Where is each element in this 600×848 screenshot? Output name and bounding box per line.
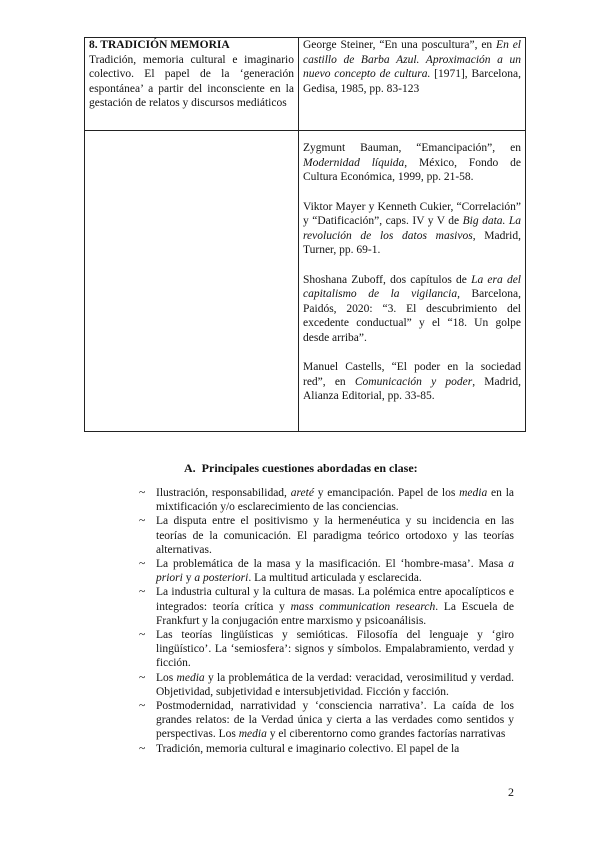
list-item <box>139 671 514 699</box>
table-row <box>85 38 526 131</box>
reference-cell <box>299 38 526 131</box>
reference-entry <box>303 200 521 258</box>
tilde-bullet-icon: ~ <box>139 586 146 599</box>
reference-text: , Madrid, Turner, pp. 69-1. <box>303 229 521 256</box>
italic-term: a priori <box>156 558 514 585</box>
reference-text: Viktor Mayer y Kenneth Cukier, “Correlación” y “Datificación”, caps. IV y V de <box>303 200 521 227</box>
list-item-text: y la problemática de la verdad: veracidad, verosimilitud y verdad. Objetividad, subjetividad e intersubjetividad. Ficción y facción. <box>156 671 515 698</box>
list-item-text: y <box>182 572 195 585</box>
page-number: 2 <box>508 785 514 799</box>
tilde-bullet-icon: ~ <box>139 515 146 528</box>
tilde-bullet-icon: ~ <box>139 742 146 755</box>
italic-term: media <box>238 728 267 741</box>
list-item-text: . La Escuela de Frankfurt y la conjugación entre marxismo y psicoanálisis. <box>156 600 514 627</box>
reference-text: Zygmunt Bauman, “Emancipación”, en <box>303 142 521 154</box>
reference-text: , México, Fondo de Cultura Económica, 1999, pp. 21-58. <box>303 156 521 183</box>
section-heading <box>184 461 418 476</box>
tilde-bullet-icon: ~ <box>139 487 146 499</box>
italic-term: mass communication research <box>290 600 436 613</box>
reference-cell <box>299 131 526 432</box>
reference-text: Manuel Castells, “El poder en la sociedad red”, en <box>303 361 521 388</box>
table-row <box>85 131 526 432</box>
list-item <box>139 585 514 628</box>
list-item <box>139 514 514 557</box>
list-item-text: Los <box>156 671 177 684</box>
topics-list <box>139 486 514 756</box>
list-item-text: Tradición, memoria cultural e imaginario colectivo. El papel de la <box>156 742 460 755</box>
heading-number: A. <box>184 461 196 475</box>
reference-text: George Steiner, “En una posculturа”, en <box>303 39 497 51</box>
list-item-text: y emancipación. Papel de los <box>313 487 460 499</box>
reference-title: La era del capitalismo de la vigilancia <box>303 273 521 300</box>
list-item <box>139 486 514 514</box>
reference-title: En el castillo de Barba Azul. Aproximación a un nuevo concepto de cultura. <box>303 39 521 80</box>
reference-entry <box>303 38 521 96</box>
list-item-text: La problemática de la masa y la masificación. El ‘hombre-masa’. Masa <box>156 558 509 571</box>
reference-entry <box>303 360 521 404</box>
italic-term: a posteriori <box>194 572 249 585</box>
list-item-text: Postmodernidad, narratividad y ‘consciencia narrativa’. La caída de los grandes relatos: de la Verdad única y cierta a las verdades como sentidos y perspectivas. Los <box>156 700 514 741</box>
bibliography-table <box>84 37 526 432</box>
section-cell <box>85 38 299 131</box>
reference-title: Modernidad líquida <box>303 156 405 169</box>
list-item <box>139 557 514 585</box>
list-item-text: y el ciberentorno como grandes factorías narrativas <box>266 728 506 741</box>
list-item <box>139 628 514 671</box>
reference-text: , Madrid, Alianza Editorial, pp. 33-85. <box>303 375 521 402</box>
list-item-text: en la mixtificación y/o esclarecimiento de las conciencias. <box>156 487 514 514</box>
reference-entry <box>303 273 521 346</box>
tilde-bullet-icon: ~ <box>139 558 146 571</box>
tilde-bullet-icon: ~ <box>139 671 146 684</box>
reference-entry <box>303 141 521 185</box>
list-item <box>139 699 514 742</box>
list-item-text: Las teorías lingüísticas y semióticas. Filosofía del lenguaje y ‘giro lingüístico’. La ‘semiosfera’: signos y símbolos. Empalabramiento, verdad y ficción. <box>156 629 514 670</box>
section-description: Tradición, memoria cultural e imaginario colectivo. El papel de la ‘generación espontánea’ a partir del inconsciente en la gestación de relatos y discursos mediáticos <box>89 53 294 109</box>
reference-title: Comunicación y poder <box>354 375 473 388</box>
italic-term: media <box>459 487 488 499</box>
tilde-bullet-icon: ~ <box>139 700 146 713</box>
empty-cell <box>85 131 299 432</box>
list-item <box>139 742 514 756</box>
tilde-bullet-icon: ~ <box>139 629 146 642</box>
section-title: 8. TRADICIÓN MEMORIA <box>89 39 230 51</box>
list-item-text: La industria cultural y la cultura de masas. La polémica entre apocalípticos e integrados: teoría crítica y <box>156 586 514 613</box>
list-item-text: La disputa entre el positivismo y la hermenéutica y su incidencia en las teorías de la comunicación. El paradigma teórico ortodoxo y las teorías alternativas. <box>156 515 514 556</box>
list-item-text: . La multitud articulada y esclarecida. <box>248 572 422 585</box>
italic-term: media <box>176 671 205 684</box>
heading-text: Principales cuestiones abordadas en clase: <box>201 461 418 475</box>
reference-text: Shoshana Zuboff, dos capítulos de <box>303 273 472 286</box>
reference-title: Big data. La revolución de los datos masivos <box>303 215 521 242</box>
reference-text: [1971], Barcelona, Gedisa, 1985, pp. 83-123 <box>303 68 521 95</box>
reference-text: , Barcelona, Paidós, 2020: “3. El descubrimiento del excedente conductual” y el “18. Un golpe desde arriba”. <box>303 288 521 344</box>
italic-term: areté <box>290 487 314 499</box>
list-item-text: Ilustración, responsabilidad, <box>156 487 291 499</box>
